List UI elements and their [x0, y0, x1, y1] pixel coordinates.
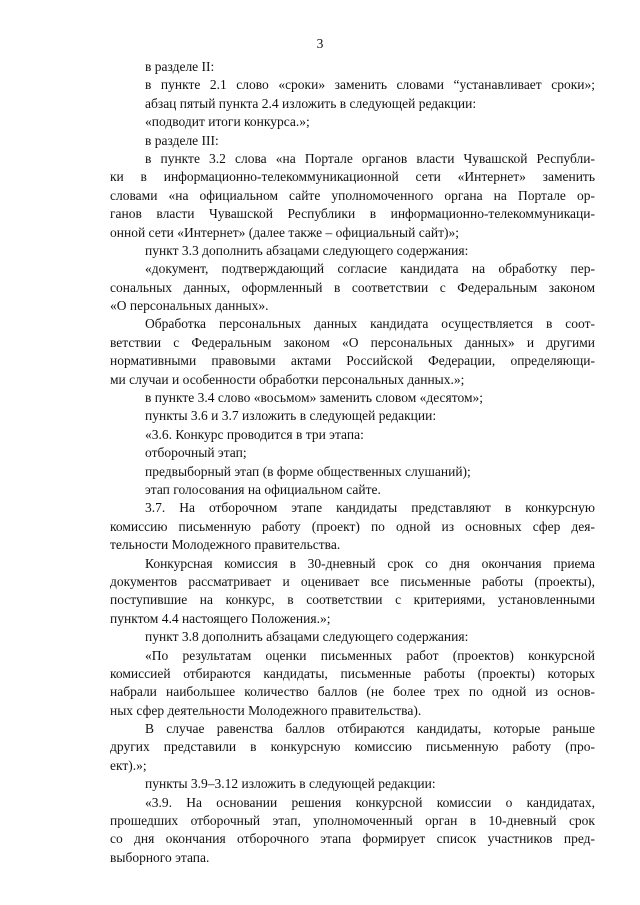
text-line: В случае равенства баллов отбираются кандидаты, которые раньше [145, 721, 595, 737]
text-line: комиссию письменную работу (проект) по одной из основных сфер дея- [110, 518, 595, 534]
text-line: отборочный этап; [145, 445, 247, 461]
text-line: в разделе II: [145, 59, 215, 74]
text-line: 3.7. На отборочном этапе кандидаты представляют в конкурсную [145, 500, 595, 516]
text-line: в пункте 2.1 слово «сроки» заменить словами “устанавливает сроки»; [145, 77, 595, 93]
text-line: Обработка персональных данных кандидата осуществляется в соот- [145, 316, 595, 332]
text-line: прошедших отборочный этап, уполномоченный орган в 10-дневный срок [110, 813, 595, 829]
text-line: тельности Молодежного правительства. [110, 537, 341, 553]
text-line: выборного этапа. [110, 849, 210, 865]
text-line: пункт 3.8 дополнить абзацами следующего содержания: [145, 629, 469, 645]
text-line: абзац пятый пункта 2.4 изложить в следующей редакции: [145, 95, 477, 111]
text-line: со дня окончания отборочного этапа формирует список участников пред- [110, 831, 595, 847]
text-line: «3.9. На основании решения конкурсной комиссии о кандидатах, [145, 794, 595, 810]
page-number: 3 [316, 36, 324, 51]
text-line: документов рассматривает и оценивает все письменные работы (проекты), [110, 573, 595, 589]
text-line: в разделе III: [145, 132, 219, 148]
text-line: словами «на официальном сайте уполномоченного органа на Портале ор- [110, 187, 595, 203]
text-line: ветствии с Федеральным законом «О персональных данных» и другими [110, 334, 595, 350]
text-line: «документ, подтверждающий согласие кандидата на обработку пер- [145, 261, 595, 277]
text-line: пункты 3.9–3.12 изложить в следующей редакции: [145, 776, 436, 792]
text-line: набрали наибольшее количество баллов (не более трех по одной из основ- [110, 684, 595, 700]
text-line: в пункте 3.2 слова «на Портале органов власти Чувашской Республи- [145, 150, 595, 166]
text-line: пунктом 4.4 настоящего Положения.»; [110, 610, 331, 626]
text-line: ми случаи и особенности обработки персональных данных.»; [110, 371, 465, 387]
text-line: пункт 3.3 дополнить абзацами следующего содержания: [145, 242, 469, 258]
text-line: пункты 3.6 и 3.7 изложить в следующей редакции: [145, 408, 437, 424]
text-line: «3.6. Конкурс проводится в три этапа: [145, 426, 364, 442]
text-line: «По результатам оценки письменных работ (проектов) конкурсной [145, 647, 595, 663]
text-line: сональных данных, оформленный в соответствии с Федеральным законом [110, 279, 595, 295]
text-line: ки в информационно-телекоммуникационной сети «Интернет» заменить [110, 169, 595, 185]
text-line: «О персональных данных». [110, 298, 269, 314]
text-line: онной сети «Интернет» (далее также – официальный сайт)»; [110, 224, 459, 240]
text-line: поступившие на конкурс, в соответствии с критериями, установленными [110, 592, 595, 608]
text-line: «подводит итоги конкурса.»; [145, 114, 310, 130]
text-line: комиссией отбираются кандидаты, письменные работы (проекты) которых [110, 665, 595, 681]
text-line: в пункте 3.4 слово «восьмом» заменить словом «десятом»; [145, 390, 484, 406]
text-line: предвыборный этап (в форме общественных слушаний); [145, 463, 471, 479]
text-line: этап голосования на официальном сайте. [145, 481, 381, 497]
text-line: ных сфер деятельности Молодежного правительства). [110, 702, 422, 718]
text-line: нормативными правовыми актами Российской Федерации, определяющи- [110, 353, 595, 369]
document-body [110, 58, 595, 867]
text-line: ганов власти Чувашской Республики в информационно-телекоммуникаци- [110, 206, 595, 222]
text-line: Конкурсная комиссия в 30-дневный срок со дня окончания приема [145, 555, 595, 571]
text-line: ект).»; [110, 757, 147, 773]
text-line: других представили в конкурсную комиссию письменную работу (про- [110, 739, 595, 755]
